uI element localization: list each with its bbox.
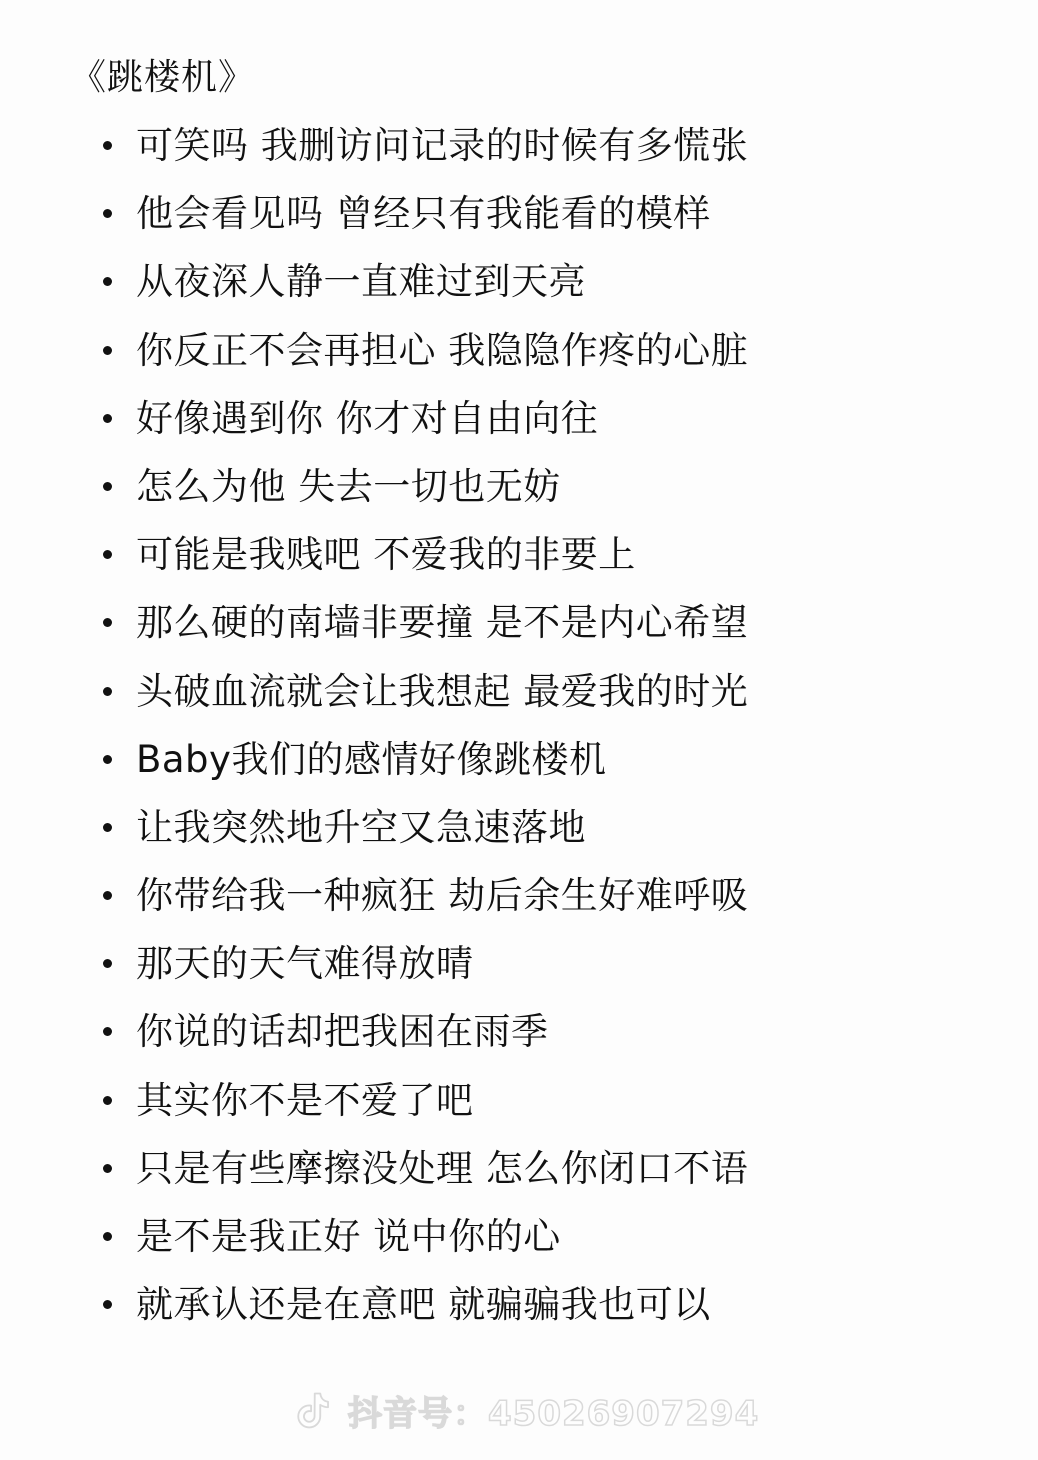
bullet-icon xyxy=(103,414,112,423)
bullet-icon xyxy=(103,1300,112,1309)
lyric-line: 让我突然地升空又急速落地 xyxy=(136,805,586,849)
bullet-icon xyxy=(103,1232,112,1241)
list-item xyxy=(0,248,1038,316)
list-item xyxy=(0,453,1038,521)
list-item xyxy=(0,385,1038,453)
lyric-line: 那么硬的南墙非要撞 是不是内心希望 xyxy=(136,601,749,645)
list-item xyxy=(0,862,1038,930)
lyric-line: Baby我们的感情好像跳楼机 xyxy=(136,737,607,781)
lyric-line: 其实你不是不爱了吧 xyxy=(136,1078,474,1122)
bullet-icon xyxy=(103,277,112,286)
tiktok-icon xyxy=(290,1388,334,1432)
lyric-line: 怎么为他 失去一切也无妨 xyxy=(136,464,561,508)
lyric-line: 是不是我正好 说中你的心 xyxy=(136,1215,561,1258)
list-item xyxy=(0,998,1038,1066)
list-item xyxy=(0,317,1038,385)
bullet-icon xyxy=(103,687,112,696)
lyric-line: 他会看见吗 曾经只有我能看的模样 xyxy=(136,192,711,236)
list-item xyxy=(0,930,1038,998)
bullet-icon xyxy=(103,959,112,968)
bullet-icon xyxy=(103,346,112,355)
lyric-line: 你带给我一种疯狂 劫后余生好难呼吸 xyxy=(136,874,749,918)
lyric-line: 只是有些摩擦没处理 怎么你闭口不语 xyxy=(136,1146,749,1190)
list-item xyxy=(0,180,1038,248)
list-item xyxy=(0,726,1038,794)
list-item xyxy=(0,1135,1038,1203)
bullet-icon xyxy=(103,1027,112,1036)
lyric-line: 从夜深人静一直难过到天亮 xyxy=(136,260,586,304)
bullet-icon xyxy=(103,482,112,491)
list-item xyxy=(0,658,1038,726)
list-item xyxy=(0,521,1038,589)
list-item xyxy=(0,112,1038,180)
bullet-icon xyxy=(103,1096,112,1105)
list-item xyxy=(0,1271,1038,1339)
lyrics-list xyxy=(0,112,1038,1339)
lyric-line: 头破血流就会让我想起 最爱我的时光 xyxy=(136,669,749,713)
lyric-line: 那天的天气难得放晴 xyxy=(136,942,474,986)
page-title: 《跳楼机》 xyxy=(70,57,256,98)
bullet-icon xyxy=(103,209,112,218)
bullet-icon xyxy=(103,755,112,764)
lyric-line: 你反正不会再担心 我隐隐作疼的心脏 xyxy=(136,328,749,372)
watermark-text: 抖音号：45026907294 xyxy=(348,1393,760,1434)
bullet-icon xyxy=(103,618,112,627)
lyric-line: 可笑吗 我删访问记录的时候有多慌张 xyxy=(136,124,749,167)
bullet-icon xyxy=(103,1164,112,1173)
bullet-icon xyxy=(103,550,112,559)
bullet-icon xyxy=(103,141,112,150)
bullet-icon xyxy=(103,823,112,832)
list-item xyxy=(0,589,1038,657)
douyin-watermark xyxy=(290,1380,759,1440)
lyric-line: 可能是我贱吧 不爱我的非要上 xyxy=(136,533,636,577)
list-item xyxy=(0,1067,1038,1135)
list-item xyxy=(0,794,1038,862)
lyric-line: 好像遇到你 你才对自由向往 xyxy=(136,396,599,440)
bullet-icon xyxy=(103,891,112,900)
list-item xyxy=(0,1203,1038,1271)
lyric-line: 就承认还是在意吧 就骗骗我也可以 xyxy=(136,1283,711,1327)
lyric-line: 你说的话却把我困在雨季 xyxy=(136,1010,549,1054)
